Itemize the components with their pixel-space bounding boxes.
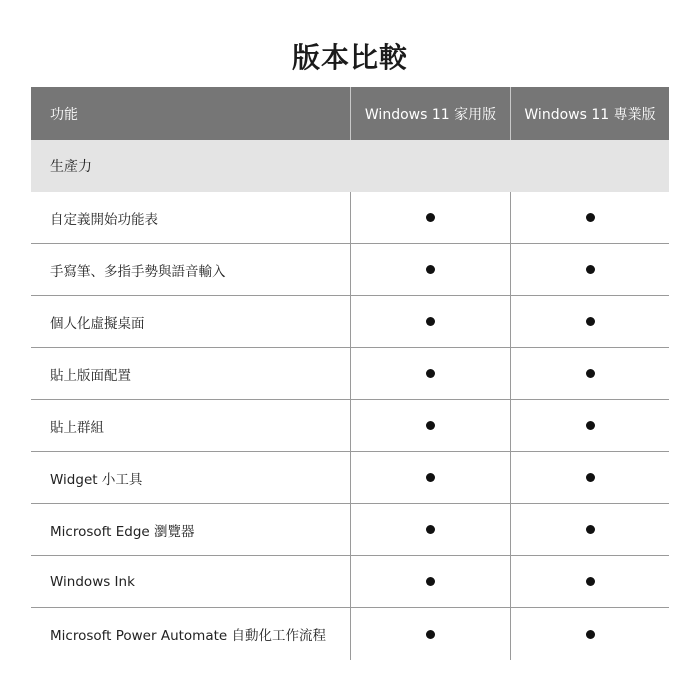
home-support-cell (350, 192, 510, 243)
header-home-edition: Windows 11 家用版 (350, 87, 510, 140)
home-support-cell (350, 452, 510, 503)
pro-support-cell (510, 452, 669, 503)
pro-support-cell (510, 296, 669, 347)
pro-support-cell (510, 192, 669, 243)
supported-dot-icon (426, 317, 435, 326)
pro-support-cell (510, 400, 669, 451)
supported-dot-icon (426, 525, 435, 534)
home-support-cell (350, 400, 510, 451)
supported-dot-icon (426, 421, 435, 430)
home-support-cell (350, 504, 510, 555)
feature-name: 貼上群組 (50, 419, 104, 436)
pro-support-cell (510, 348, 669, 399)
supported-dot-icon (586, 577, 595, 586)
supported-dot-icon (426, 577, 435, 586)
feature-name: 自定義開始功能表 (50, 211, 158, 228)
table-body (31, 192, 669, 660)
supported-dot-icon (586, 421, 595, 430)
supported-dot-icon (586, 213, 595, 222)
home-support-cell (350, 348, 510, 399)
supported-dot-icon (586, 369, 595, 378)
feature-name: 個人化虛擬桌面 (50, 315, 145, 332)
feature-name: 貼上版面配置 (50, 367, 131, 384)
pro-support-cell (510, 608, 669, 660)
feature-name: Microsoft Edge 瀏覽器 (50, 523, 195, 540)
comparison-table (31, 87, 669, 660)
table-row (31, 244, 669, 296)
pro-support-cell (510, 504, 669, 555)
table-row (31, 348, 669, 400)
home-support-cell (350, 556, 510, 607)
feature-name: 手寫筆、多指手勢與語音輸入 (50, 263, 226, 280)
table-row (31, 504, 669, 556)
table-row (31, 556, 669, 608)
feature-name: Widget 小工具 (50, 471, 143, 488)
header-feature: 功能 (50, 106, 78, 123)
supported-dot-icon (586, 525, 595, 534)
home-support-cell (350, 296, 510, 347)
table-row (31, 296, 669, 348)
table-row (31, 192, 669, 244)
table-row (31, 608, 669, 660)
table-header (31, 87, 669, 140)
table-row (31, 452, 669, 504)
supported-dot-icon (426, 369, 435, 378)
pro-support-cell (510, 556, 669, 607)
table-row (31, 400, 669, 452)
supported-dot-icon (586, 473, 595, 482)
supported-dot-icon (586, 317, 595, 326)
feature-name: Microsoft Power Automate 自動化工作流程 (50, 628, 326, 644)
home-support-cell (350, 608, 510, 660)
header-pro-edition: Windows 11 專業版 (510, 87, 669, 140)
feature-name: Windows Ink (50, 573, 135, 590)
home-support-cell (350, 244, 510, 295)
page-title: 版本比較 (291, 41, 408, 74)
section-productivity: 生產力 (31, 140, 669, 192)
supported-dot-icon (586, 630, 595, 639)
supported-dot-icon (426, 213, 435, 222)
pro-support-cell (510, 244, 669, 295)
supported-dot-icon (586, 265, 595, 274)
supported-dot-icon (426, 630, 435, 639)
supported-dot-icon (426, 473, 435, 482)
supported-dot-icon (426, 265, 435, 274)
